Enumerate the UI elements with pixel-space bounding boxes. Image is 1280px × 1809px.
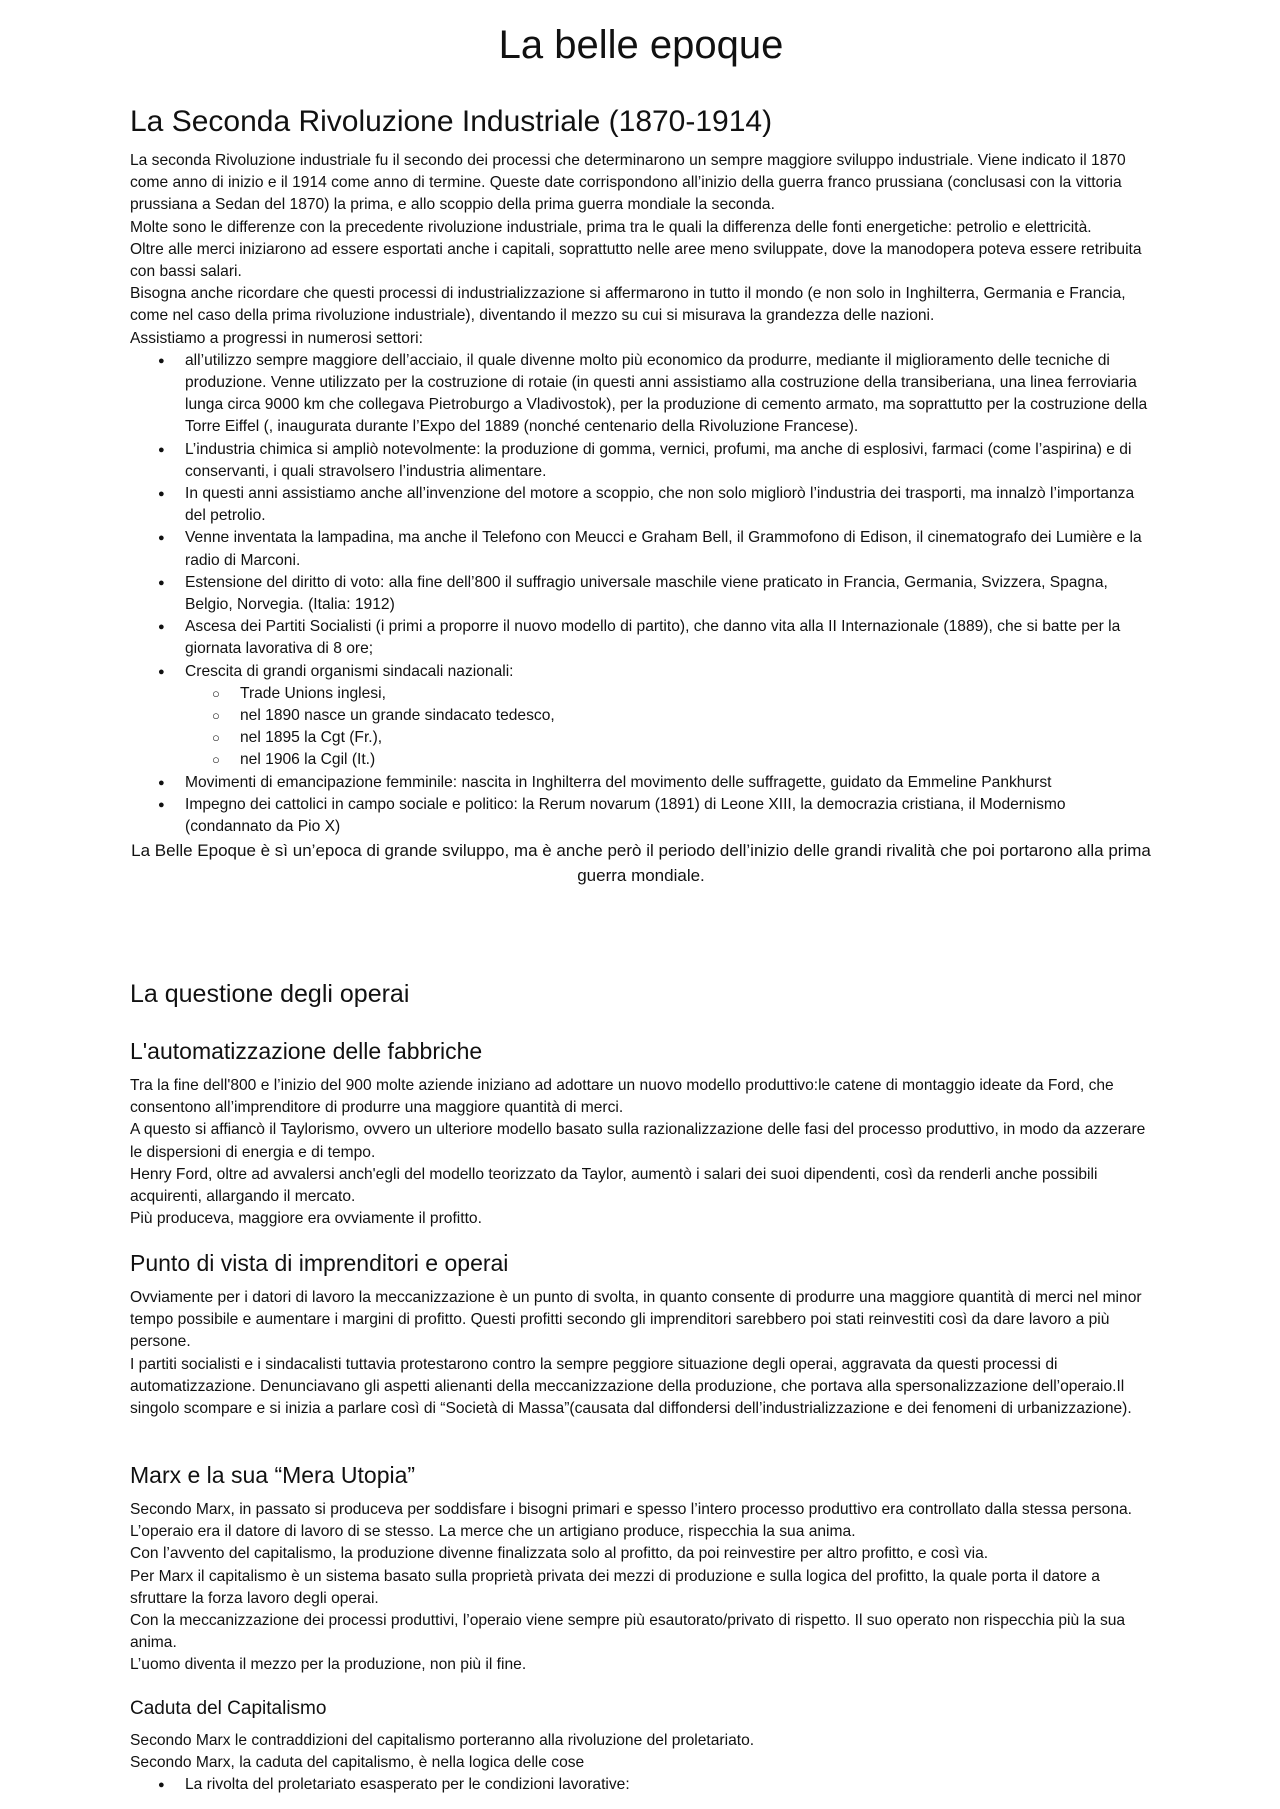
bullet-list [130, 350, 1152, 683]
paragraph: Con l’avvento del capitalismo, la produzione divenne finalizzata solo al profitto, da poi reinvestire per altro profitto, e così via. [130, 1545, 989, 1563]
subsection-heading: Caduta del Capitalismo [130, 1698, 327, 1719]
list-item: ● Crescita di grandi organismi sindacali nazionali: [130, 661, 1152, 683]
list-item: ● Venne inventata la lampadina, ma anche il Telefono con Meucci e Graham Bell, il Grammofono di Edison, il cinematografo dei Lumière e la radio di Marconi. [130, 527, 1152, 571]
paragraph: Per Marx il capitalismo è un sistema basato sulla proprietà privata dei mezzi di produzione e sulla logica del profitto, la quale porta il datore a sfruttare la forza lavoro degli operai. [130, 1567, 1100, 1607]
subsection-viewpoint [130, 1248, 1152, 1420]
sub-bullet-list [130, 683, 1152, 772]
list-item: ● all’utilizzo sempre maggiore dell’acciaio, il quale divenne molto più economico da produrre, mediante il miglioramento delle tecniche di produzione. Venne utilizzato per la costruzione di rotaie (in questi anni assistiamo alla costruzione della transiberiana, una linea ferroviaria lunga circa 9000 km che collegava Pietroburgo a Vladivostok), per la produzione di cemento armato, ma soprattutto per la costruzione della Torre Eiffel (, inaugurata durante l’Expo del 1889 (nonché centenario della Rivoluzione Francese). [130, 350, 1152, 439]
sub-list-item: ○ Trade Unions inglesi, [130, 683, 1152, 705]
section-second-industrial-revolution [130, 104, 1152, 888]
subsection-marx [130, 1460, 1152, 1677]
sub-list-item: ○ nel 1895 la Cgt (Fr.), [130, 727, 1152, 749]
paragraph: Molte sono le differenze con la precedente rivoluzione industriale, prima tra le quali la differenza delle fonti energetiche: petrolio e elettricità. [130, 218, 1092, 236]
list-item: ● L’industria chimica si ampliò notevolmente: la produzione di gomma, vernici, profumi, ma anche di esplosivi, farmaci (come l’aspirina) e di conservanti, i quali stravolsero l’industria alimentare. [130, 439, 1152, 483]
paragraph: Secondo Marx le contraddizioni del capitalismo porteranno alla rivoluzione del proletariato. [130, 1732, 755, 1749]
paragraph: Tra la fine dell'800 e l’inizio del 900 molte aziende iniziano ad adottare un nuovo modello produttivo:le catene di montaggio ideate da Ford, che consentono all’imprenditore di produrre una maggiore quantità di merci. [130, 1077, 1114, 1117]
section-heading: La Seconda Rivoluzione Industriale (1870-1914) [130, 105, 773, 138]
closing-paragraph: La Belle Epoque è sì un’epoca di grande sviluppo, ma è anche però il periodo dell’inizio delle grandi rivalità che poi portarono alla prima guerra mondiale. [131, 841, 1151, 886]
paragraph: A questo si affiancò il Taylorismo, ovvero un ulteriore modello basato sulla razionalizzazione delle fasi del processo produttivo, in modo da azzerare le dispersioni di energia e di tempo. [130, 1121, 1146, 1161]
sub-list-item: ○ nel 1906 la Cgil (It.) [130, 749, 1152, 771]
list-item: ● Ascesa dei Partiti Socialisti (i primi a proporre il nuovo modello di partito), che danno vita alla II Internazionale (1889), che si batte per la giornata lavorativa di 8 ore; [130, 616, 1152, 660]
subsection-heading: Marx e la sua “Mera Utopia” [130, 1462, 416, 1488]
paragraph: Ovviamente per i datori di lavoro la meccanizzazione è un punto di svolta, in quanto consente di produrre una maggiore quantità di merci nel minor tempo possibile e aumentare i margini di profitto. Questi profitti secondo gli imprenditori sarebbero poi stati reinvestiti così da dare lavoro a più persone. [130, 1289, 1142, 1351]
document-title: La belle epoque [498, 23, 784, 67]
section-workers-question [130, 978, 1152, 1010]
paragraph: Secondo Marx, in passato si produceva per soddisfare i bisogni primari e spesso l’intero processo produttivo era controllato dalla stessa persona. L’operaio era il datore di lavoro di se stesso. La merce che un artigiano produce, rispecchia la sua anima. [130, 1501, 1132, 1541]
paragraph: La seconda Rivoluzione industriale fu il secondo dei processi che determinarono un sempre maggiore sviluppo industriale. Viene indicato il 1870 come anno di inizio e il 1914 come anno di termine. Queste date corrispondono all’inizio della guerra franco prussiana (conclusasi con la vittoria prussiana a Sedan del 1870) la prima, e allo scoppio della prima guerra mondiale la seconda. [130, 152, 1126, 214]
list-item: ● Movimenti di emancipazione femminile: nascita in Inghilterra del movimento delle suffragette, guidato da Emmeline Pankhurst [130, 772, 1152, 794]
paragraph: Secondo Marx, la caduta del capitalismo, è nella logica delle cose [130, 1754, 585, 1772]
bullet-list [130, 1774, 1152, 1796]
subsection-fall-of-capitalism [130, 1696, 1152, 1797]
paragraph: Più produceva, maggiore era ovviamente il profitto. [130, 1210, 482, 1228]
bullet-list [130, 772, 1152, 839]
list-item: ● La rivolta del proletariato esasperato per le condizioni lavorative: [130, 1774, 1152, 1796]
section-heading: La questione degli operai [130, 980, 410, 1008]
paragraph: L’uomo diventa il mezzo per la produzione, non più il fine. [130, 1656, 527, 1674]
paragraph: Henry Ford, oltre ad avvalersi anch'egli del modello teorizzato da Taylor, aumentò i salari dei suoi dipendenti, così da renderli anche possibili acquirenti, allargando il mercato. [130, 1165, 1098, 1206]
list-item: ● Estensione del diritto di voto: alla fine dell’800 il suffragio universale maschile viene praticato in Francia, Germania, Svizzera, Spagna, Belgio, Norvegia. (Italia: 1912) [130, 572, 1152, 616]
subsection-heading: Punto di vista di imprenditori e operai [130, 1250, 509, 1276]
paragraph: Bisogna anche ricordare che questi processi di industrializzazione si affermarono in tutto il mondo (e non solo in Inghilterra, Germania e Francia, come nel caso della prima rivoluzione industriale), diventando il mezzo su cui si misurava la grandezza delle nazioni. [130, 285, 1126, 325]
subsection-heading: L'automatizzazione delle fabbriche [130, 1038, 483, 1064]
paragraph: Con la meccanizzazione dei processi produttivi, l’operaio viene sempre più esautorato/privato di rispetto. Il suo operato non rispecchia più la sua anima. [130, 1612, 1126, 1652]
list-item: ● In questi anni assistiamo anche all’invenzione del motore a scoppio, che non solo migliorò l’industria dei trasporti, ma innalzò l’importanza del petrolio. [130, 483, 1152, 527]
list-item: ● Impegno dei cattolici in campo sociale e politico: la Rerum novarum (1891) di Leone XIII, la democrazia cristiana, il Modernismo (condannato da Pio X) [130, 794, 1152, 838]
sub-list-item: ○ nel 1890 nasce un grande sindacato tedesco, [130, 705, 1152, 727]
paragraph: Assistiamo a progressi in numerosi settori: [130, 329, 423, 347]
paragraph: Oltre alle merci iniziarono ad essere esportati anche i capitali, soprattutto nelle aree meno sviluppate, dove la manodopera poteva essere retribuita con bassi salari. [130, 240, 1142, 281]
paragraph: I partiti socialisti e i sindacalisti tuttavia protestarono contro la sempre peggiore situazione degli operai, aggravata da questi processi di automatizzazione. Denunciavano gli aspetti alienanti della meccanizzazione della produzione, che portava alla spersonalizzazione dell’operaio.Il singolo scompare e si inizia a parlare così di “Società di Massa”(causata dal diffondersi dell’industrializzazione e dei fenomeni di urbanizzazione). [130, 1355, 1132, 1418]
subsection-automation [130, 1036, 1152, 1230]
